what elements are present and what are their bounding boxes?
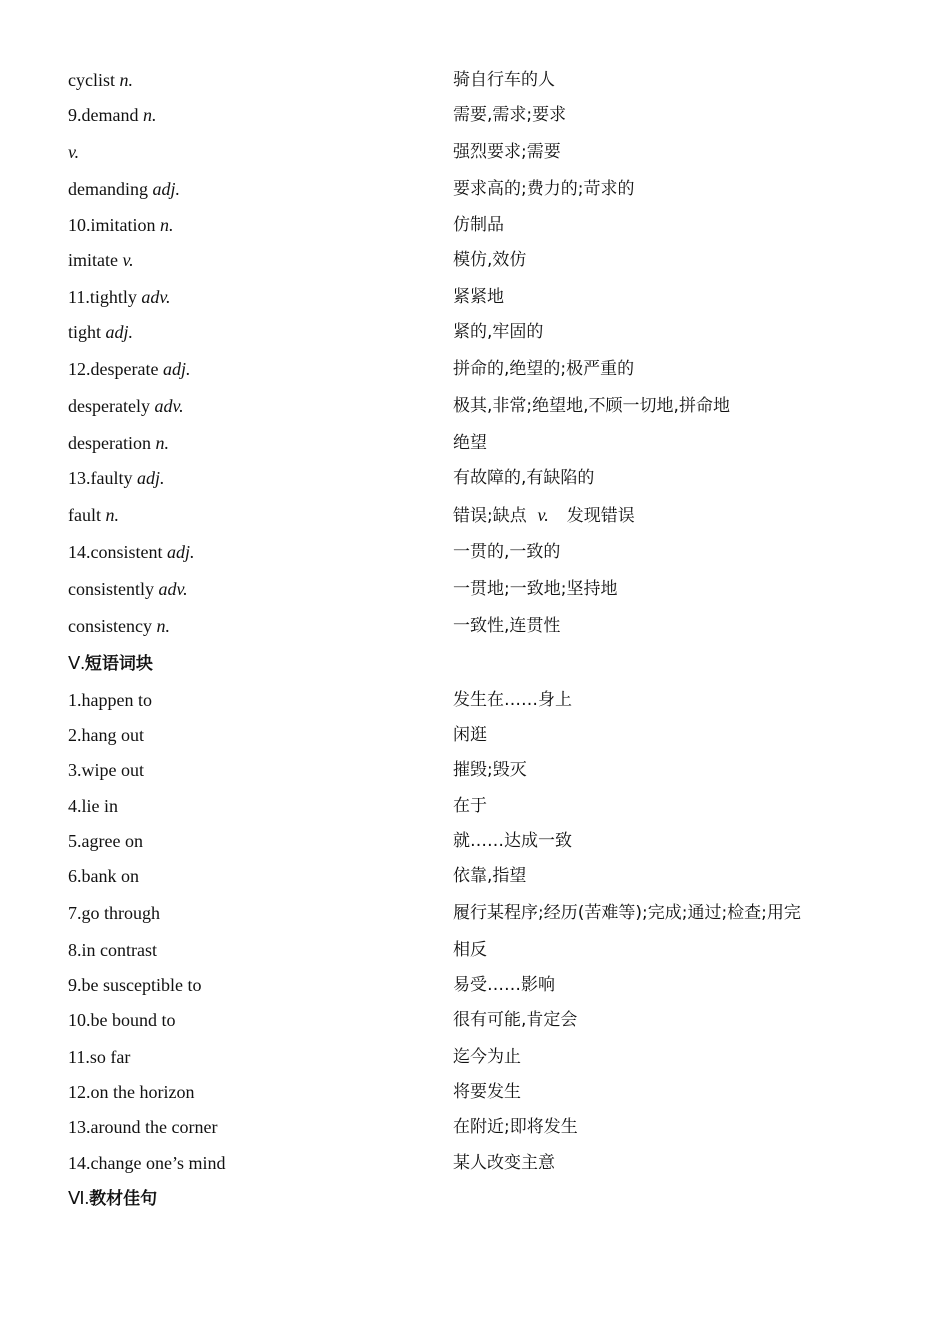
vocab-row bbox=[68, 502, 908, 528]
phrase-en: 6.bank on bbox=[68, 866, 139, 886]
vocab-meaning: 一贯的,一致的 bbox=[453, 542, 561, 562]
vocab-word: desperately bbox=[68, 396, 150, 416]
vocab-row bbox=[68, 393, 908, 419]
phrase-row bbox=[68, 863, 908, 889]
phrase-row bbox=[68, 937, 908, 963]
vocab-pos: adv. bbox=[141, 287, 171, 307]
phrase-en: 7.go through bbox=[68, 903, 160, 923]
phrase-en: 5.agree on bbox=[68, 831, 143, 851]
vocab-pos: n. bbox=[155, 433, 169, 453]
vocab-pos: n. bbox=[156, 616, 170, 636]
vocab-meaning: 仿制品 bbox=[453, 215, 504, 235]
vocab-pos: adj. bbox=[167, 542, 195, 562]
phrase-zh: 摧毁;毁灭 bbox=[453, 760, 527, 780]
vocab-word: tight bbox=[68, 322, 102, 342]
phrase-en: 4.lie in bbox=[68, 796, 118, 816]
vocab-row bbox=[68, 212, 908, 238]
phrase-en: 2.hang out bbox=[68, 725, 144, 745]
vocab-pos: v. bbox=[68, 142, 80, 162]
phrase-row bbox=[68, 1007, 908, 1033]
section-title: 短语词块 bbox=[84, 654, 153, 674]
vocab-row bbox=[68, 539, 908, 565]
vocab-row bbox=[68, 576, 908, 602]
vocab-word: consistency bbox=[68, 616, 152, 636]
phrase-zh: 发生在……身上 bbox=[453, 690, 572, 710]
phrase-zh: 将要发生 bbox=[453, 1082, 521, 1102]
vocab-meaning: 拼命的,绝望的;极严重的 bbox=[453, 359, 635, 379]
phrase-row bbox=[68, 757, 908, 783]
phrase-row bbox=[68, 793, 908, 819]
vocab-meaning: 强烈要求;需要 bbox=[453, 142, 561, 162]
phrase-en: 3.wipe out bbox=[68, 760, 144, 780]
vocab-pos: adj. bbox=[152, 179, 180, 199]
vocab-meaning: 错误;缺点 bbox=[453, 506, 527, 526]
phrase-row bbox=[68, 828, 908, 854]
vocab-pos: n. bbox=[105, 505, 119, 525]
phrase-zh: 相反 bbox=[453, 940, 487, 960]
vocab-meaning: 有故障的,有缺陷的 bbox=[453, 468, 595, 488]
phrase-zh: 履行某程序;经历(苦难等);完成;通过;检查;用完 bbox=[453, 903, 801, 923]
vocab-row bbox=[68, 356, 908, 382]
vocab-word: 9.demand bbox=[68, 105, 139, 125]
vocab-row bbox=[68, 139, 908, 165]
vocab-word: 13.faulty bbox=[68, 468, 133, 488]
vocab-row bbox=[68, 284, 908, 310]
vocab-word: 10.imitation bbox=[68, 215, 156, 235]
phrase-row bbox=[68, 1044, 908, 1070]
vocab-meaning: 一贯地;一致地;坚持地 bbox=[453, 579, 618, 599]
section-numeral: Ⅴ. bbox=[68, 653, 85, 673]
phrase-row bbox=[68, 972, 908, 998]
vocab-pos: n. bbox=[160, 215, 174, 235]
vocab-meaning: 紧的,牢固的 bbox=[453, 322, 544, 342]
phrase-row bbox=[68, 900, 908, 926]
vocab-row bbox=[68, 319, 908, 345]
phrase-row bbox=[68, 1079, 908, 1105]
vocab-pos-extra: v. bbox=[537, 505, 549, 525]
vocab-meaning: 紧紧地 bbox=[453, 287, 504, 307]
phrase-en: 12.on the horizon bbox=[68, 1082, 195, 1102]
phrase-zh: 某人改变主意 bbox=[453, 1153, 555, 1173]
vocab-pos: adj. bbox=[105, 322, 134, 342]
vocab-row bbox=[68, 176, 908, 202]
phrase-zh: 闲逛 bbox=[453, 725, 487, 745]
phrase-en: 13.around the corner bbox=[68, 1117, 218, 1137]
phrase-zh: 就……达成一致 bbox=[453, 831, 572, 851]
vocab-pos: n. bbox=[142, 105, 157, 125]
vocab-pos: n. bbox=[119, 70, 133, 90]
phrase-zh: 在附近;即将发生 bbox=[453, 1117, 578, 1137]
vocab-row bbox=[68, 613, 908, 639]
vocab-pos: v. bbox=[122, 250, 134, 270]
phrase-row bbox=[68, 722, 908, 748]
vocab-meaning: 模仿,效仿 bbox=[453, 250, 527, 270]
phrase-en: 9.be susceptible to bbox=[68, 975, 202, 995]
vocab-word: imitate bbox=[68, 250, 118, 270]
phrase-row bbox=[68, 687, 908, 713]
vocab-meaning: 极其,非常;绝望地,不顾一切地,拼命地 bbox=[453, 396, 730, 416]
section-numeral: Ⅵ. bbox=[68, 1188, 90, 1208]
phrase-zh: 易受……影响 bbox=[453, 975, 555, 995]
section-heading-phrases bbox=[68, 650, 908, 676]
vocab-word: demanding bbox=[68, 179, 148, 199]
vocab-pos: adv. bbox=[154, 396, 184, 416]
vocab-row bbox=[68, 247, 908, 273]
vocab-word: fault bbox=[68, 505, 101, 525]
vocab-meaning-extra: 发现错误 bbox=[566, 506, 635, 526]
vocab-meaning: 需要,需求;要求 bbox=[453, 105, 567, 125]
phrase-en: 1.happen to bbox=[68, 690, 152, 710]
vocab-row bbox=[68, 465, 908, 491]
vocab-row bbox=[68, 430, 908, 456]
phrase-zh: 在于 bbox=[453, 796, 487, 816]
phrase-en: 14.change one’s mind bbox=[68, 1153, 226, 1173]
phrase-row bbox=[68, 1150, 908, 1176]
phrase-zh: 很有可能,肯定会 bbox=[453, 1010, 578, 1030]
phrase-zh: 迄今为止 bbox=[453, 1047, 521, 1067]
phrase-en: 8.in contrast bbox=[68, 940, 157, 960]
vocab-word: cyclist bbox=[68, 70, 115, 90]
phrase-en: 10.be bound to bbox=[68, 1010, 176, 1030]
phrase-zh: 依靠,指望 bbox=[453, 866, 527, 886]
phrase-row bbox=[68, 1114, 908, 1140]
vocab-meaning: 要求高的;费力的;苛求的 bbox=[453, 179, 635, 199]
section-heading-sentences bbox=[68, 1185, 908, 1211]
vocab-word: 11.tightly bbox=[68, 287, 137, 307]
vocab-meaning: 骑自行车的人 bbox=[453, 70, 555, 90]
vocab-word: 12.desperate bbox=[68, 359, 159, 379]
vocab-row bbox=[68, 102, 908, 128]
section-title: 教材佳句 bbox=[89, 1189, 158, 1209]
vocab-meaning: 绝望 bbox=[453, 433, 487, 453]
vocab-word: 14.consistent bbox=[68, 542, 163, 562]
phrase-en: 11.so far bbox=[68, 1047, 131, 1067]
vocab-pos: adj. bbox=[137, 468, 165, 488]
vocab-word: desperation bbox=[68, 433, 151, 453]
vocab-meaning: 一致性,连贯性 bbox=[453, 616, 561, 636]
vocab-row bbox=[68, 67, 908, 93]
vocab-word: consistently bbox=[68, 579, 154, 599]
vocab-pos: adv. bbox=[158, 579, 188, 599]
vocab-pos: adj. bbox=[162, 359, 191, 379]
